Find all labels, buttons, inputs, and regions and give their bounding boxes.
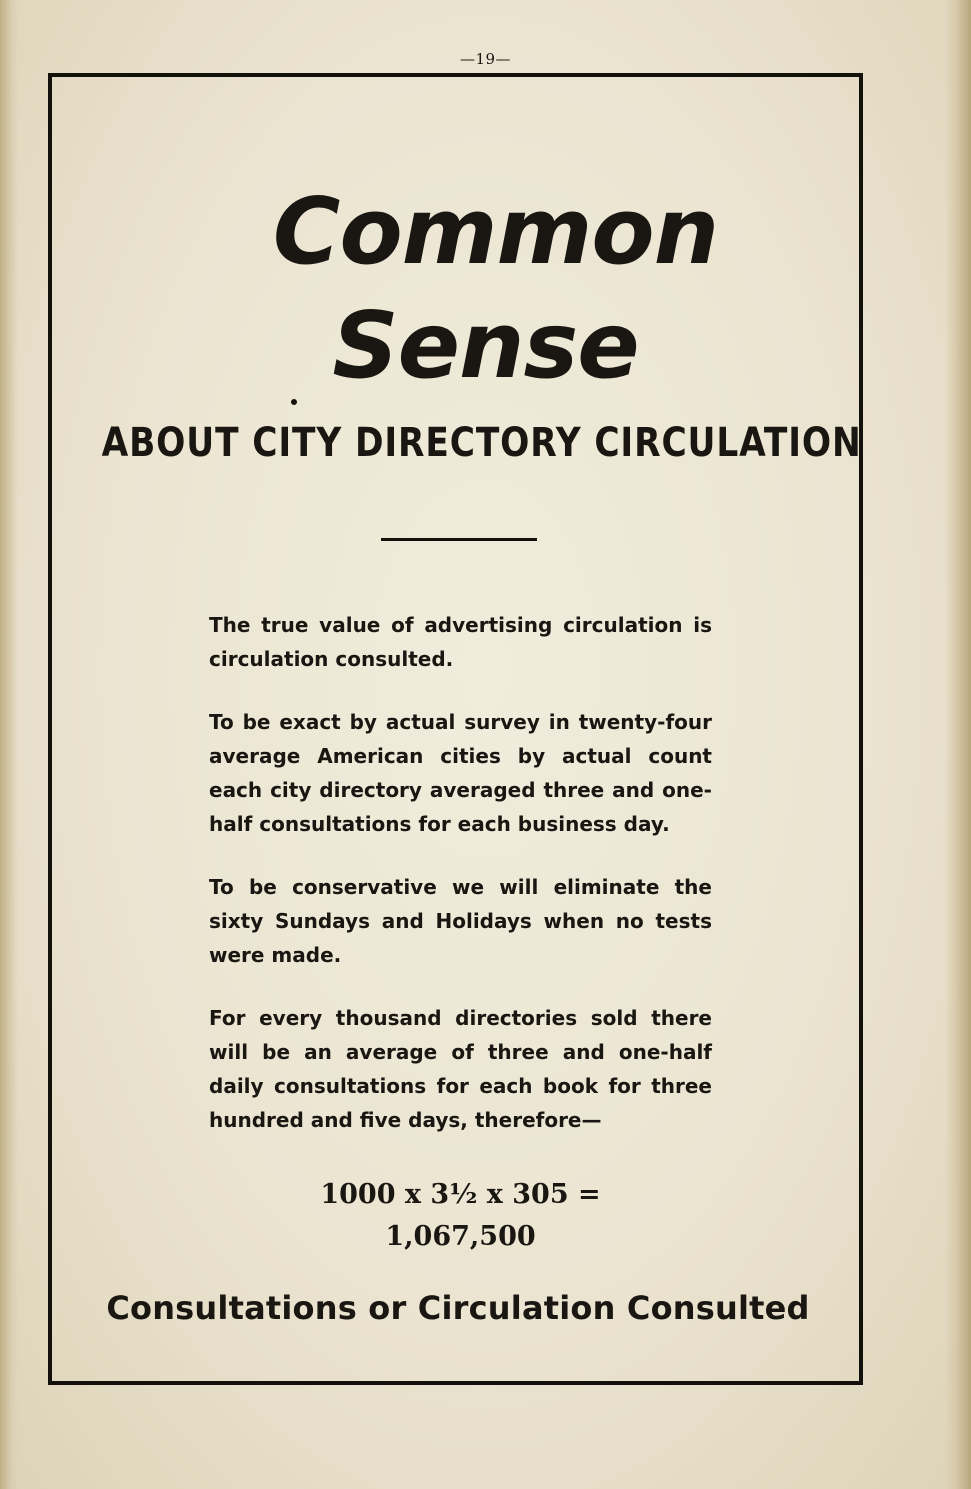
- divider-rule: [381, 538, 537, 541]
- paragraph-1: The true value of advertising circulation is circulation consulted.: [209, 613, 712, 671]
- paragraph-2: To be exact by actual survey in twenty-four average American cities by actual count each city directory averaged three and one-half consultations for each business day.: [209, 710, 712, 836]
- paragraph-3: To be conservative we will eliminate the sixty Sundays and Holidays when no tests were made.: [209, 875, 712, 967]
- title-line-common: Common: [272, 178, 719, 285]
- title-line-sense: Sense: [332, 292, 639, 399]
- body-text: [209, 608, 712, 1166]
- paragraph-4: For every thousand directories sold there will be an average of three and one-half daily consultations for each book for three hundred and five days, therefore—: [209, 1006, 712, 1132]
- formula-equation: 1000 x 3½ x 305 =: [320, 1179, 601, 1210]
- closing-line: Consultations or Circulation Consulted: [106, 1289, 810, 1327]
- formula-result: 1,067,500: [385, 1221, 536, 1252]
- ink-dot: [291, 399, 297, 405]
- subtitle: ABOUT CITY DIRECTORY CIRCULATION: [101, 420, 862, 466]
- page-number: —19—: [459, 50, 512, 68]
- formula: [0, 1174, 971, 1258]
